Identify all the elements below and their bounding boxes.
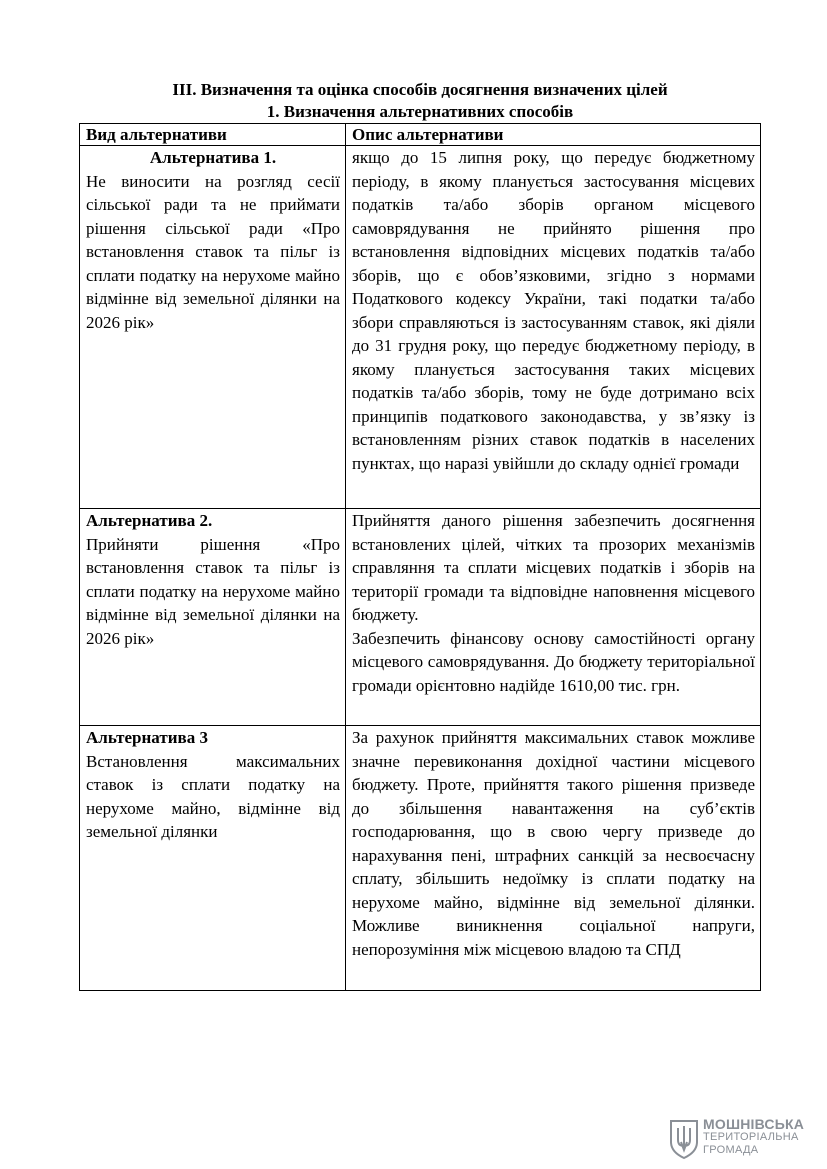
table-header-row [80,124,761,146]
logo-line-1: МОШНІВСЬКА [703,1116,805,1132]
logo-line-2: ТЕРИТОРІАЛЬНА [703,1131,799,1143]
description-cell [346,146,761,509]
community-logo [668,1118,818,1162]
alternative-text: Встановлення максимальних ставок із сплати податку на нерухоме майно, відмінне від земельної ділянки [86,751,340,841]
alternative-title: Альтернатива 2. [86,511,213,530]
table-row [80,509,761,726]
description-paragraph: Прийняття даного рішення забезпечить досягнення встановлених цілей, чітких та прозорих механізмів справляння та сплати місцевих податків і зборів на території громади та відповідне наповнення місцевого бюджету. [352,511,755,624]
alternative-text: Не виносити на розгляд сесії сільської ради та не приймати рішення сільської ради «Про встановлення ставок та пільг із сплати податку на нерухоме майно відмінне від земельної ділянки на 2026 рік» [86,171,340,332]
subsection-title: 1. Визначення альтернативних способів [266,102,574,121]
table-row [80,726,761,991]
section-title: ІІІ. Визначення та оцінка способів досягнення визначених цілей [172,80,668,99]
alternative-text: Прийняти рішення «Про встановлення ставок та пільг із сплати податку на нерухоме майно відмінне від земельної ділянки на 2026 рік» [86,534,340,648]
description-paragraph: За рахунок прийняття максимальних ставок можливе значне перевиконання дохідної частини місцевого бюджету. Проте, прийняття такого рішення призведе до збільшення навантаження на суб’єктів господарювання, що в свою чергу призведе до нарахування пені, штрафних санкцій за несвоєчасну сплату, збільшить недоїмку із сплати податку на нерухоме майно, відмінне від земельної ділянки. Можливе виникнення соціальної напруги, непорозуміння між місцевою владою та СПД [352,728,755,959]
alternative-title: Альтернатива 1. [149,148,277,167]
description-cell [346,509,761,726]
alternative-cell [80,509,346,726]
description-paragraph: Забезпечить фінансову основу самостійності органу місцевого самоврядування. До бюджету територіальної громади орієнтовно надійде 1610,00 тис. грн. [352,628,755,695]
header-alternative-description: Опис альтернативи [346,124,761,146]
description-paragraph: якщо до 15 липня року, що передує бюджетному періоду, в якому планується застосування місцевих податків та/або зборів органом місцевого самоврядування не прийнято рішення про встановлення відповідних місцевих податків та/або зборів, що є обов’язковими, згідно з нормами Податкового кодексу України, такі податки та/або збори справляються із застосуванням ставок, які діяли до 31 грудня року, що передує бюджетному періоду, в якому планується застосування таких місцевих податків та/або зборів, тому не буде дотримано всіх принципів податкового законодавства, у зв’язку із встановленням різних ставок податків в населених пунктах, що наразі увійшли до складу однієї громади [352,148,755,473]
trident-coat-of-arms-icon [668,1118,700,1160]
header-alternative-type: Вид альтернативи [80,124,346,146]
alternatives-table [79,123,761,991]
logo-line-3: ГРОМАДА [703,1144,759,1156]
alternative-cell [80,726,346,991]
logo-text [703,1118,804,1157]
description-cell [346,726,761,991]
alternative-cell [80,146,346,509]
table-row [80,146,761,509]
alternative-title: Альтернатива 3 [86,728,208,747]
